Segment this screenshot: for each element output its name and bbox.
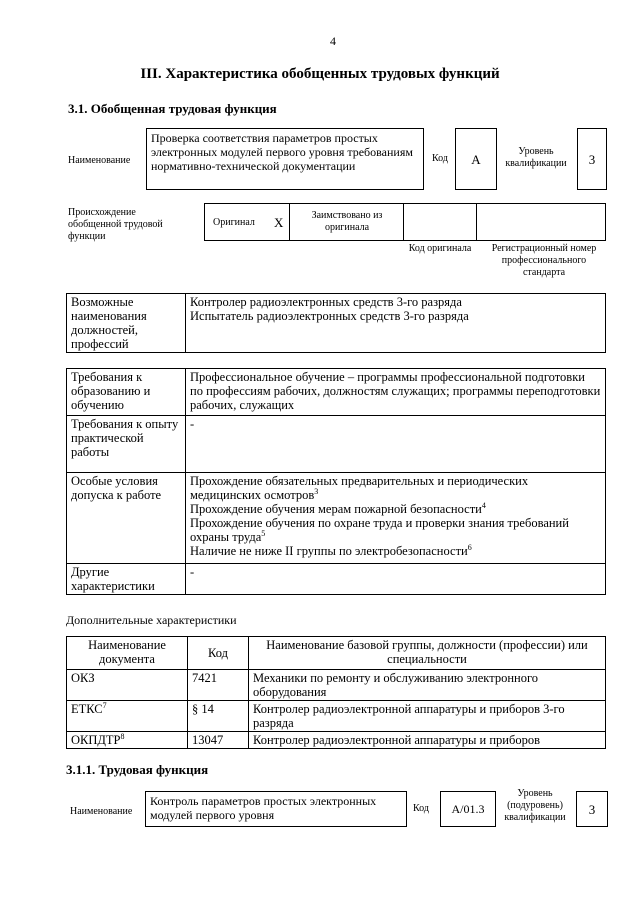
gtf-name-value: Проверка соответствия параметров простых электронных модулей первого уровня требованиям нормативно-технической документации bbox=[146, 128, 424, 190]
footnote-ref: 4 bbox=[481, 500, 486, 510]
req-value: Профессиональное обучение – программы профессиональной подготовки по профессиям рабочих, должностям служащих; программы переподготовки рабочих, служащих bbox=[186, 369, 606, 416]
footnote-ref: 7 bbox=[102, 700, 107, 710]
gtf-code-label: Код bbox=[432, 153, 448, 164]
reg-number-label: Регистрационный номер профессионального стандарта bbox=[491, 243, 597, 278]
req-line-text: Прохождение обучения мерам пожарной безопасности bbox=[190, 502, 482, 516]
req-line bbox=[190, 516, 601, 544]
footnote-ref: 6 bbox=[467, 542, 472, 552]
borrowed-label: Заимствовано из оригинала bbox=[311, 210, 383, 233]
tf-heading: 3.1.1. Трудовая функция bbox=[66, 762, 209, 777]
divider bbox=[289, 204, 290, 240]
req-label: Особые условия допуска к работе bbox=[67, 473, 186, 564]
doc-cell bbox=[67, 732, 188, 749]
code-cell: § 14 bbox=[188, 701, 249, 732]
original-mark: X bbox=[274, 215, 284, 230]
code-cell: 13047 bbox=[188, 732, 249, 749]
tf-level-label: Уровень (подуровень) квалификации bbox=[504, 788, 566, 823]
name-cell: Контролер радиоэлектронной аппаратуры и приборов 3-го разряда bbox=[249, 701, 606, 732]
additional-title: Дополнительные характеристики bbox=[66, 613, 237, 627]
tf-name-value: Контроль параметров простых электронных модулей первого уровня bbox=[145, 791, 407, 827]
gtf-code-value: A bbox=[455, 128, 497, 190]
origin-code-label: Код оригинала bbox=[408, 243, 472, 254]
gtf-origin-label: Происхождение обобщенной трудовой функции bbox=[68, 207, 163, 242]
table-row bbox=[67, 732, 606, 749]
header-cell: Наименование базовой группы, должности (профессии) или специальности bbox=[249, 637, 606, 670]
footnote-ref: 5 bbox=[261, 528, 266, 538]
req-label: Требования к образованию и обучению bbox=[67, 369, 186, 416]
req-value: - bbox=[186, 416, 606, 473]
positions-values bbox=[186, 294, 606, 353]
section-title: III. Характеристика обобщенных трудовых функций bbox=[140, 66, 500, 82]
gtf-name-label: Наименование bbox=[68, 155, 131, 166]
table-row bbox=[67, 701, 606, 732]
code-cell: 7421 bbox=[188, 670, 249, 701]
positions-label: Возможные наименования должностей, профессий bbox=[67, 294, 186, 353]
tf-code-label: Код bbox=[413, 803, 429, 814]
doc-name: ОКПДТР bbox=[71, 733, 121, 747]
footnote-ref: 8 bbox=[120, 731, 125, 741]
req-value bbox=[186, 473, 606, 564]
tf-level-value: 3 bbox=[576, 791, 608, 827]
position-item: Контролер радиоэлектронных средств 3-го разряда bbox=[190, 295, 462, 309]
name-cell: Механики по ремонту и обслуживанию электронного оборудования bbox=[249, 670, 606, 701]
req-line bbox=[190, 474, 601, 502]
doc-cell bbox=[67, 670, 188, 701]
positions-table bbox=[66, 293, 606, 353]
req-line bbox=[190, 502, 601, 516]
req-label: Требования к опыту практической работы bbox=[67, 416, 186, 473]
req-value: - bbox=[186, 564, 606, 595]
tf-code-value: A/01.3 bbox=[440, 791, 496, 827]
req-line-text: Наличие не ниже II группы по электробезопасности bbox=[190, 544, 468, 558]
divider bbox=[403, 204, 404, 240]
req-label: Другие характеристики bbox=[67, 564, 186, 595]
page-number: 4 bbox=[330, 34, 336, 48]
tf-name-label: Наименование bbox=[70, 806, 133, 817]
additional-table bbox=[66, 636, 606, 749]
original-label: Оригинал bbox=[213, 217, 255, 228]
gtf-heading: 3.1. Обобщенная трудовая функция bbox=[68, 101, 277, 116]
doc-name: ОКЗ bbox=[71, 671, 95, 685]
req-line-text: Прохождение обязательных предварительных и периодических медицинских осмотров bbox=[190, 474, 529, 502]
header-cell: Наименование документа bbox=[67, 637, 188, 670]
doc-cell bbox=[67, 701, 188, 732]
doc-name: ЕТКС bbox=[71, 702, 103, 716]
requirements-table bbox=[66, 368, 606, 595]
gtf-level-value: 3 bbox=[577, 128, 607, 190]
name-cell: Контролер радиоэлектронной аппаратуры и приборов bbox=[249, 732, 606, 749]
origin-table bbox=[204, 203, 606, 241]
header-cell: Код bbox=[188, 637, 249, 670]
footnote-ref: 3 bbox=[314, 486, 319, 496]
divider bbox=[476, 204, 477, 240]
req-line bbox=[190, 544, 601, 558]
position-item: Испытатель радиоэлектронных средств 3-го разряда bbox=[190, 309, 469, 323]
table-row bbox=[67, 670, 606, 701]
req-line-text: Прохождение обучения по охране труда и проверки знания требований охраны труда bbox=[190, 516, 569, 544]
gtf-level-label: Уровень квалификации bbox=[505, 146, 567, 169]
